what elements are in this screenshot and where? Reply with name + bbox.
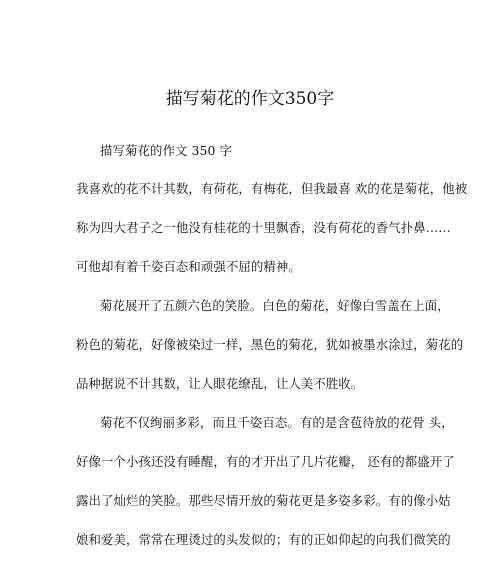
- paragraph-line: 好像一个小孩还没有睡醒，有的才开出了几片花瓣， 还有的都盛开了: [76, 454, 455, 469]
- paragraph-line: 菊花不仅绚丽多彩，而且千姿百态。有的是含苞待放的花骨 头，: [100, 415, 454, 430]
- paragraph-line: 娘和爱美，常常在理烫过的头发似的；有的正如仰起的向我们微笑的: [76, 532, 451, 547]
- paragraph-line: 菊花展开了五颜六色的笑脸。白色的菊花，好像白雪盖在上面，: [100, 298, 450, 313]
- paragraph-line: 可他却有着千姿百态和顽强不屈的精神。: [76, 259, 301, 274]
- paragraph-line: 我喜欢的花不计其数，有荷花，有梅花，但我最喜 欢的花是菊花，他被: [76, 181, 468, 196]
- document-title: 描写菊花的作文350字: [165, 89, 335, 109]
- paragraph-line: 称为四大君子之一他没有桂花的十里飘香，没有荷花的香气扑鼻……: [76, 220, 451, 235]
- paragraph-line: 粉色的菊花，好像被染过一样，黑色的菊花，犹如被墨水涂过，菊花的: [76, 337, 464, 352]
- paragraph-line: 露出了灿烂的笑脸。那些尽情开放的菊花更是多姿多彩。有的像小姑: [76, 493, 451, 508]
- paragraph-line: 品种据说不计其数，让人眼花缭乱，让人美不胜收。: [76, 376, 364, 391]
- subtitle-line: 描写菊花的作文 350 字: [100, 143, 232, 158]
